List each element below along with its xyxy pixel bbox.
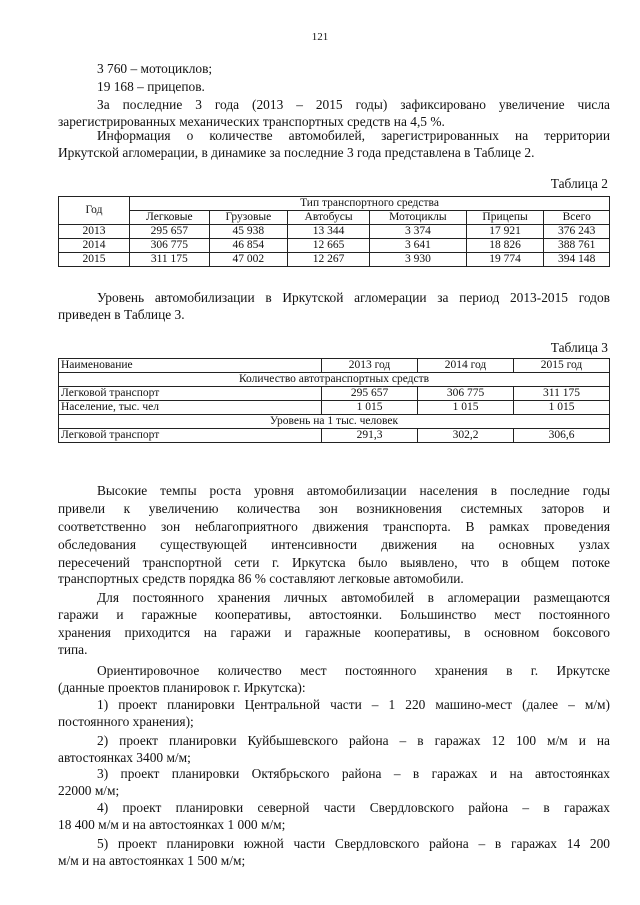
table3-section-count: Количество автотранспортных средств bbox=[59, 373, 610, 387]
table2-cell: 18 826 bbox=[466, 239, 544, 253]
table2-cell: 376 243 bbox=[544, 225, 610, 239]
intro-line-motorcycles: 3 760 – мотоциклов; bbox=[97, 61, 213, 76]
list-item-line: 2) проект планировки Куйбышевского района – в гаражах 12 100 м/м и на bbox=[97, 733, 610, 748]
table3-cell: 306 775 bbox=[418, 387, 514, 401]
para2-line1: Информация о количестве автомобилей, зарегистрированных на территории bbox=[97, 128, 610, 143]
table-row bbox=[59, 239, 610, 253]
table-row bbox=[59, 387, 610, 401]
para5-line: гаражи и гаражные кооперативы, автостоянки. Большинство мест постоянного bbox=[58, 607, 610, 622]
table2-cell: 19 774 bbox=[466, 253, 544, 267]
table3-row-label: Население, тыс. чел bbox=[59, 401, 322, 415]
list-item-line: 18 400 м/м и на автостоянках 1 000 м/м; bbox=[58, 817, 286, 832]
table2-cell: 12 267 bbox=[288, 253, 370, 267]
list-item-line: 5) проект планировки южной части Свердловского района – в гаражах 14 200 bbox=[97, 836, 610, 851]
para6-line: Ориентировочное количество мест постоянного хранения в г. Иркутске bbox=[97, 663, 610, 678]
intro-line-trailers: 19 168 – прицепов. bbox=[97, 79, 205, 94]
list-item-line: 22000 м/м; bbox=[58, 783, 120, 798]
table2-cell: 46 854 bbox=[209, 239, 287, 253]
table3-caption: Таблица 3 bbox=[550, 340, 608, 355]
para4-line: пересечений транспортной сети г. Иркутска было выявлено, что в общем потоке bbox=[58, 555, 610, 570]
table3-cell: 1 015 bbox=[418, 401, 514, 415]
list-item-line: м/м и на автостоянках 1 500 м/м; bbox=[58, 853, 246, 868]
table3-row-label: Легковой транспорт bbox=[59, 429, 322, 443]
para5-line: типа. bbox=[58, 642, 88, 657]
table2-year: 2015 bbox=[59, 253, 130, 267]
table2-cell: 388 761 bbox=[544, 239, 610, 253]
table-row bbox=[59, 225, 610, 239]
table-row bbox=[59, 429, 610, 443]
table3 bbox=[58, 358, 610, 443]
table3-cell: 311 175 bbox=[514, 387, 610, 401]
para6-line: (данные проектов планировок г. Иркутска): bbox=[58, 680, 306, 695]
table3-cell: 291,3 bbox=[322, 429, 418, 443]
table2-cell: 295 657 bbox=[130, 225, 210, 239]
para4-line: транспортных средств порядка 86 % составляют легковые автомобили. bbox=[58, 571, 464, 586]
para1-line2: зарегистрированных механических транспортных средств на 4,5 %. bbox=[58, 114, 445, 129]
table3-cell: 1 015 bbox=[514, 401, 610, 415]
list-item-line: автостоянках 3400 м/м; bbox=[58, 750, 191, 765]
para4-line: обследования существующей интенсивности движения на основных узлах bbox=[58, 537, 610, 552]
para5-line: Для постоянного хранения личных автомобилей в агломерации размещаются bbox=[97, 590, 610, 605]
list-item-line: 1) проект планировки Центральной части – 1 220 машино-мест (далее – м/м) bbox=[97, 697, 610, 712]
list-item-line: 4) проект планировки северной части Свердловского района – в гаражах bbox=[97, 800, 610, 815]
table2-group-header: Тип транспортного средства bbox=[130, 197, 610, 211]
table2-cell: 45 938 bbox=[209, 225, 287, 239]
para3-line1: Уровень автомобилизации в Иркутской агломерации за период 2013-2015 годов bbox=[97, 290, 610, 305]
table3-row-label: Легковой транспорт bbox=[59, 387, 322, 401]
table2-cell: 394 148 bbox=[544, 253, 610, 267]
table3-cell: 295 657 bbox=[322, 387, 418, 401]
para3-line2: приведен в Таблице 3. bbox=[58, 307, 185, 322]
table2-cell: 47 002 bbox=[209, 253, 287, 267]
table2-cell: 17 921 bbox=[466, 225, 544, 239]
table2-cell: 13 344 bbox=[288, 225, 370, 239]
table2-year-header: Год bbox=[59, 197, 130, 225]
table2-col-header: Прицепы bbox=[466, 211, 544, 225]
table3-cell: 306,6 bbox=[514, 429, 610, 443]
list-item-line: 3) проект планировки Октябрьского района – в гаражах и на автостоянках bbox=[97, 766, 610, 781]
table-row bbox=[59, 401, 610, 415]
table2-col-header: Легковые bbox=[130, 211, 210, 225]
table3-section-level: Уровень на 1 тыс. человек bbox=[59, 415, 610, 429]
table2-col-header: Грузовые bbox=[209, 211, 287, 225]
table3-header-year: 2013 год bbox=[322, 359, 418, 373]
table-row bbox=[59, 253, 610, 267]
table2-cell: 3 374 bbox=[370, 225, 467, 239]
table2-cell: 311 175 bbox=[130, 253, 210, 267]
table2-cell: 3 641 bbox=[370, 239, 467, 253]
table2-cell: 12 665 bbox=[288, 239, 370, 253]
list-item-line: постоянного хранения); bbox=[58, 714, 194, 729]
para2-line2: Иркутской агломерации, в динамике за последние 3 года представлена в Таблице 2. bbox=[58, 145, 535, 160]
table3-header-year: 2015 год bbox=[514, 359, 610, 373]
para4-line: соответственно зон неблагоприятного движения транспорта. В рамках проведения bbox=[58, 519, 610, 534]
table2 bbox=[58, 196, 610, 267]
table2-year: 2014 bbox=[59, 239, 130, 253]
table2-cell: 3 930 bbox=[370, 253, 467, 267]
table2-cell: 306 775 bbox=[130, 239, 210, 253]
table3-header-year: 2014 год bbox=[418, 359, 514, 373]
para4-line: Высокие темпы роста уровня автомобилизации населения в последние годы bbox=[97, 483, 610, 498]
page-number: 121 bbox=[311, 31, 329, 43]
table3-cell: 302,2 bbox=[418, 429, 514, 443]
table2-col-header: Всего bbox=[544, 211, 610, 225]
table2-caption: Таблица 2 bbox=[550, 176, 608, 191]
table3-cell: 1 015 bbox=[322, 401, 418, 415]
table2-year: 2013 bbox=[59, 225, 130, 239]
para1-line1: За последние 3 года (2013 – 2015 годы) зафиксировано увеличение числа bbox=[97, 97, 610, 112]
para5-line: хранения приходится на гаражи и гаражные кооперативы, в основном боксового bbox=[58, 625, 610, 640]
table2-col-header: Автобусы bbox=[288, 211, 370, 225]
table2-col-header: Мотоциклы bbox=[370, 211, 467, 225]
table3-header-name: Наименование bbox=[59, 359, 322, 373]
para4-line: привели к увеличению количества зон возникновения системных заторов и bbox=[58, 501, 610, 516]
